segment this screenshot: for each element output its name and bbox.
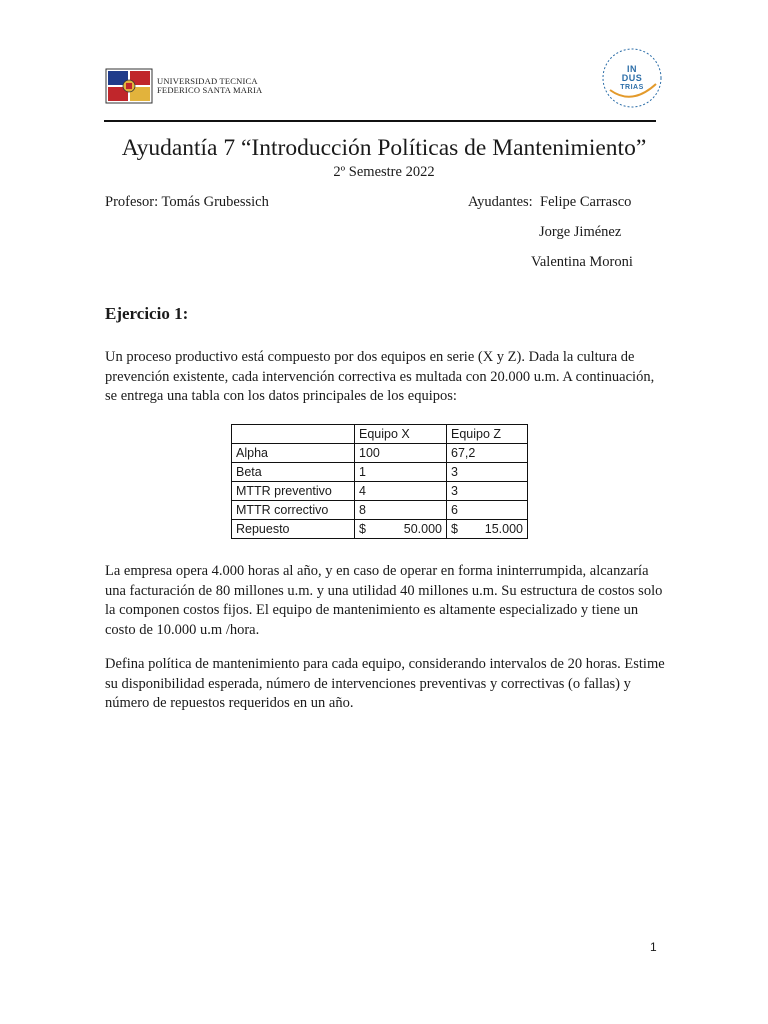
problem-paragraph: Un proceso productivo está compuesto por dos equipos en serie (X y Z). Dada la cultura de prevención existente, cada intervención correctiva es multada con 20.000 u.m. A continuación, se entrega una tabla con los datos principales de los equipos: <box>105 349 655 404</box>
dept-logo-line1: IN <box>627 63 637 74</box>
table-cell: MTTR correctivo <box>232 501 355 520</box>
table-cell-currency <box>355 520 447 539</box>
table-cell: Beta <box>232 463 355 482</box>
table-cell: 6 <box>447 501 528 520</box>
equipment-data-table <box>231 424 528 539</box>
table-row <box>232 501 528 520</box>
table-cell: 1 <box>355 463 447 482</box>
table-cell: 8 <box>355 501 447 520</box>
table-row <box>232 444 528 463</box>
spare-cost-z: 15.000 <box>484 522 523 536</box>
department-logo-text <box>600 46 664 110</box>
university-name <box>157 77 262 95</box>
professor-line: Profesor: Tomás Grubessich <box>105 194 269 210</box>
assistant-name: Jorge Jiménez <box>539 224 622 240</box>
assistant-name: Valentina Moroni <box>531 254 633 270</box>
semester-label: 2º Semestre 2022 <box>333 164 435 180</box>
currency-symbol: $ <box>359 522 366 536</box>
page-number: 1 <box>650 940 657 954</box>
table-header-cell <box>232 425 355 444</box>
table-header-cell: Equipo X <box>355 425 447 444</box>
assistants-label: Ayudantes: <box>468 194 533 210</box>
table-cell: 3 <box>447 482 528 501</box>
table-cell: Repuesto <box>232 520 355 539</box>
university-logo <box>105 68 275 104</box>
table-row-spare-parts <box>232 520 528 539</box>
university-name-line2: FEDERICO SANTA MARIA <box>157 85 263 95</box>
dept-logo-line3: TRIAS <box>620 83 644 91</box>
university-name-line1: UNIVERSIDAD TECNICA <box>157 76 258 86</box>
table-row <box>232 463 528 482</box>
header-divider <box>104 120 656 122</box>
table-cell-currency <box>447 520 528 539</box>
dept-logo-line2: DUS <box>621 72 643 83</box>
table-cell: Alpha <box>232 444 355 463</box>
department-logo <box>600 46 664 110</box>
table-cell: 4 <box>355 482 447 501</box>
table-row <box>232 482 528 501</box>
document-title: Ayudantía 7 “Introducción Políticas de Mantenimiento” <box>121 135 647 161</box>
problem-paragraph: La empresa opera 4.000 horas al año, y en caso de operar en forma ininterrumpida, alcanzaría una facturación de 80 millones u.m. y una utilidad 40 millones u.m. Su estructura de costos solo la componen costos fijos. El equipo de mantenimiento es altamente especializado y tiene un costo de 10.000 u.m /hora. <box>105 563 663 638</box>
spare-cost-x: 50.000 <box>403 522 442 536</box>
table-cell: 3 <box>447 463 528 482</box>
currency-symbol: $ <box>451 522 458 536</box>
table-header-row <box>232 425 528 444</box>
table-cell: MTTR preventivo <box>232 482 355 501</box>
table-cell: 67,2 <box>447 444 528 463</box>
assistant-name: Felipe Carrasco <box>540 194 632 210</box>
university-shield-icon <box>105 68 153 104</box>
table-cell: 100 <box>355 444 447 463</box>
exercise-heading: Ejercicio 1: <box>105 304 189 323</box>
problem-paragraph: Defina política de mantenimiento para cada equipo, considerando intervalos de 20 horas. Estime su disponibilidad esperada, número de intervenciones preventivas y correctivas (o fallas) y número de repuestos requeridos en un año. <box>105 656 665 711</box>
table-header-cell: Equipo Z <box>447 425 528 444</box>
